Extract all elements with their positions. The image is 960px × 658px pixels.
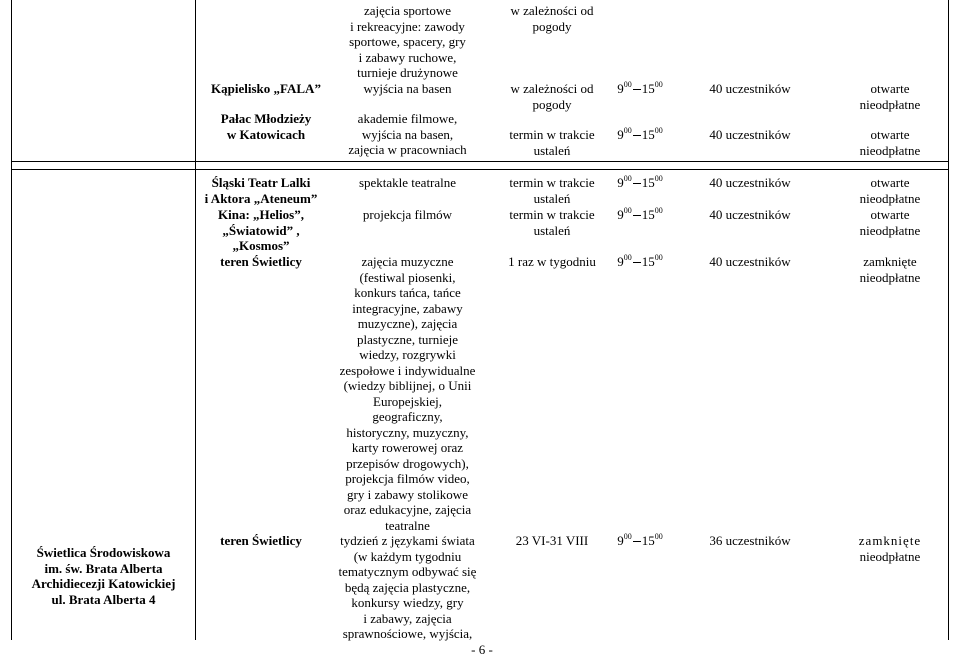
term-cell xyxy=(488,3,616,34)
hour-from-minutes: 00 xyxy=(623,80,632,89)
section-divider-bottom xyxy=(11,169,949,170)
hour-to: 15 xyxy=(641,207,655,222)
activity-line: (festiwal piosenki, xyxy=(359,269,456,285)
access-line: otwarte xyxy=(870,127,910,142)
hour-to: 15 xyxy=(641,533,655,548)
term-line: w zależności od xyxy=(510,3,594,18)
hour-from-minutes: 00 xyxy=(623,253,632,262)
organizer-line: Świetlica Środowiskowa xyxy=(36,545,171,560)
place-cell xyxy=(196,533,326,549)
participants-cell: 40 uczestników xyxy=(709,207,791,222)
hours-cell xyxy=(590,207,690,223)
access-line: nieodpłatne xyxy=(859,190,921,206)
place-cell xyxy=(196,175,326,206)
activities-cell xyxy=(335,254,480,533)
activity-line: projekcja filmów xyxy=(362,207,453,222)
activity-line: i rekreacyjne: zawody xyxy=(350,18,465,34)
place-line: teren Świetlicy xyxy=(220,533,302,548)
place-line: Śląski Teatr Lalki xyxy=(211,175,311,190)
access-line: zamknięte xyxy=(863,254,917,269)
activity-line: i zabawy, zajęcia xyxy=(363,610,452,626)
place-line: „Światowid” , xyxy=(222,222,300,238)
term-line: ustaleń xyxy=(533,222,571,238)
term-line: ustaleń xyxy=(533,142,571,158)
activity-line: wyjścia na basen xyxy=(363,81,452,96)
organizer-line: im. św. Brata Alberta xyxy=(44,560,163,576)
table-left-border xyxy=(11,0,12,640)
hour-from-minutes: 00 xyxy=(623,126,632,135)
access-line: zamknięte xyxy=(858,533,922,548)
place-cell xyxy=(196,207,326,254)
access-line: nieodpłatne xyxy=(859,548,921,564)
activities-cell xyxy=(335,3,480,81)
hour-from-minutes: 00 xyxy=(623,206,632,215)
access-line: otwarte xyxy=(870,81,910,96)
activity-line: historyczny, muzyczny, xyxy=(346,424,469,440)
place-line: i Aktora „Ateneum” xyxy=(204,190,318,206)
hour-to: 15 xyxy=(641,175,655,190)
activity-line: (w każdym tygodniu xyxy=(353,548,462,564)
term-line: 23 VI-31 VIII xyxy=(515,533,589,548)
access-cell xyxy=(830,175,950,206)
access-cell xyxy=(830,254,950,285)
place-cell xyxy=(196,254,326,270)
hour-to-minutes: 00 xyxy=(654,253,663,262)
hour-from: 9 xyxy=(617,254,624,269)
hour-from-minutes: 00 xyxy=(623,174,632,183)
participants-cell: 40 uczestników xyxy=(709,127,791,142)
hour-from-minutes: 00 xyxy=(623,532,632,541)
activities-cell xyxy=(335,533,480,642)
participants-cell: 40 uczestników xyxy=(709,175,791,190)
hour-to-minutes: 00 xyxy=(654,174,663,183)
activity-line: (wiedzy biblijnej, o Unii xyxy=(343,378,472,393)
access-line: nieodpłatne xyxy=(859,222,921,238)
hour-from: 9 xyxy=(617,207,624,222)
hours-cell xyxy=(590,175,690,191)
access-cell xyxy=(830,81,950,112)
term-line: pogody xyxy=(532,96,572,112)
page-number: - 6 - xyxy=(471,642,493,657)
activities-cell xyxy=(335,111,480,158)
section-divider-top xyxy=(11,161,949,162)
hour-from: 9 xyxy=(617,81,624,96)
place-line: Pałac Młodzieży xyxy=(220,111,312,126)
place-line: „Kosmos” xyxy=(232,238,290,253)
term-line: pogody xyxy=(532,18,572,34)
hour-from: 9 xyxy=(617,175,624,190)
hour-to-minutes: 00 xyxy=(654,126,663,135)
activity-line: wiedzy, rozgrywki xyxy=(359,347,456,362)
activity-line: konkurs tańca, tańce xyxy=(354,285,461,300)
access-line: nieodpłatne xyxy=(859,142,921,158)
hour-from: 9 xyxy=(617,533,624,548)
hour-to-minutes: 00 xyxy=(654,80,663,89)
organizer-line: Archidiecezji Katowickiej xyxy=(31,576,176,591)
activity-line: geograficzny, xyxy=(372,409,443,424)
activity-line: będą zajęcia plastyczne, xyxy=(344,579,471,595)
hours-cell xyxy=(590,81,690,97)
activity-line: Europejskiej, xyxy=(373,393,442,409)
activity-line: i zabawy ruchowe, xyxy=(358,49,457,65)
term-line: ustaleń xyxy=(533,190,571,206)
activity-line: sprawnościowe, wyjścia, xyxy=(342,626,473,641)
hours-cell xyxy=(590,254,690,270)
activity-line: przepisów drogowych), xyxy=(346,455,469,471)
organizer-cell xyxy=(12,545,195,607)
activity-line: gry i zabawy stolikowe xyxy=(347,486,468,502)
activity-line: zespołowe i indywidualne xyxy=(339,362,476,378)
access-cell xyxy=(830,533,950,564)
activity-line: plastyczne, turnieje xyxy=(356,331,459,347)
access-line: otwarte xyxy=(870,207,910,222)
activity-line: akademie filmowe, xyxy=(357,111,458,126)
activity-line: turnieje drużynowe xyxy=(357,65,458,80)
activity-line: integracyjne, zabawy xyxy=(352,300,463,316)
activity-line: muzyczne), zajęcia xyxy=(357,316,458,331)
place-line: Kąpielisko „FALA” xyxy=(211,81,321,96)
place-cell xyxy=(196,81,336,97)
hours-cell xyxy=(590,127,690,143)
place-line: Kina: „Helios”, xyxy=(218,207,304,222)
activity-line: teatralne xyxy=(385,517,430,533)
access-line: otwarte xyxy=(870,175,910,190)
term-line: termin w trakcie xyxy=(509,175,595,190)
place-cell xyxy=(196,111,336,142)
hour-to: 15 xyxy=(641,254,655,269)
place-line: w Katowicach xyxy=(226,126,306,142)
activity-line: oraz edukacyjne, zajęcia xyxy=(343,502,472,517)
hour-to-minutes: 00 xyxy=(654,206,663,215)
place-line: teren Świetlicy xyxy=(220,254,302,269)
activity-line: zajęcia w pracowniach xyxy=(348,142,467,157)
hour-to: 15 xyxy=(641,127,655,142)
access-cell xyxy=(830,127,950,158)
organizer-line: ul. Brata Alberta 4 xyxy=(51,591,156,607)
activity-line: zajęcia muzyczne xyxy=(361,254,454,269)
term-line: termin w trakcie xyxy=(509,207,595,222)
access-line: nieodpłatne xyxy=(859,269,921,285)
term-line: 1 raz w tygodniu xyxy=(508,254,596,269)
participants-cell: 40 uczestników xyxy=(709,81,791,96)
hour-to-minutes: 00 xyxy=(654,532,663,541)
term-line: termin w trakcie xyxy=(509,127,595,142)
activity-line: projekcja filmów video, xyxy=(345,471,470,486)
activity-line: karty rowerowej oraz xyxy=(351,440,464,455)
access-cell xyxy=(830,207,950,238)
activity-line: tematycznym odbywać się xyxy=(338,564,477,579)
participants-cell: 36 uczestników xyxy=(709,533,791,548)
activity-line: spektakle teatralne xyxy=(358,175,457,190)
participants-cell: 40 uczestników xyxy=(709,254,791,269)
activity-line: wyjścia na basen, xyxy=(361,126,454,142)
activity-line: sportowe, spacery, gry xyxy=(349,34,466,49)
activities-cell xyxy=(335,175,480,191)
activity-line: konkursy wiedzy, gry xyxy=(351,595,464,610)
activities-cell xyxy=(335,81,480,97)
access-line: nieodpłatne xyxy=(859,96,921,112)
activities-cell xyxy=(335,207,480,223)
hours-cell xyxy=(590,533,690,549)
term-line: w zależności od xyxy=(510,81,594,96)
hour-from: 9 xyxy=(617,127,624,142)
hour-to: 15 xyxy=(641,81,655,96)
activity-line: zajęcia sportowe xyxy=(364,3,451,18)
activity-line: tydzień z językami świata xyxy=(340,533,475,548)
